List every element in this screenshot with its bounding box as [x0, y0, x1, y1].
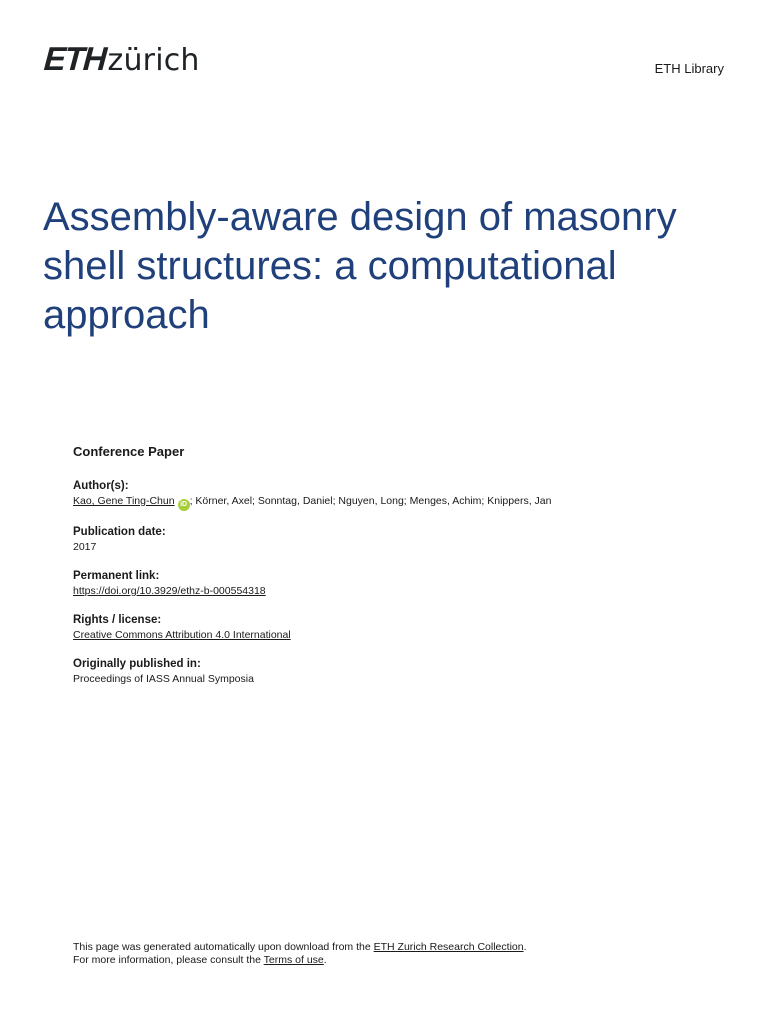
publication-date-value: 2017: [73, 541, 97, 553]
publication-date-field: [73, 525, 713, 555]
author-link-kao[interactable]: Kao, Gene Ting-Chun: [73, 495, 175, 507]
permanent-link[interactable]: https://doi.org/10.3929/ethz-b-000554318: [73, 585, 266, 597]
permanent-link-field: [73, 569, 713, 599]
footer-line2-prefix: For more information, please consult the: [73, 954, 264, 966]
logo-eth-text: ETH: [42, 40, 107, 77]
rights-label: Rights / license:: [73, 614, 162, 626]
footer-line1-prefix: This page was generated automatically upon download from the: [73, 941, 374, 953]
orcid-icon[interactable]: iD: [178, 499, 190, 511]
library-label: ETH Library: [654, 61, 724, 76]
footer-line-2: [73, 954, 713, 967]
footer-notice: [73, 941, 713, 967]
document-type: Conference Paper: [73, 444, 185, 459]
permanent-link-row: [73, 584, 713, 599]
footer-line-1: [73, 941, 713, 954]
footer-line1-suffix: .: [523, 941, 527, 953]
publication-date-label: Publication date:: [73, 526, 166, 538]
authors-label: Author(s):: [73, 480, 129, 492]
research-collection-link[interactable]: ETH Zurich Research Collection: [373, 941, 524, 953]
permanent-link-label: Permanent link:: [73, 570, 160, 582]
rights-row: [73, 628, 713, 643]
originally-published-value: Proceedings of IASS Annual Symposia: [73, 673, 254, 685]
authors-field: [73, 479, 713, 511]
rights-field: [73, 613, 713, 643]
logo-zurich-text: zürich: [107, 43, 200, 78]
license-link[interactable]: Creative Commons Attribution 4.0 International: [73, 629, 291, 641]
metadata-section: [73, 444, 713, 701]
originally-published-field: [73, 657, 713, 687]
originally-published-label: Originally published in:: [73, 658, 201, 670]
document-title: Assembly-aware design of masonry shell structures: a computational approach: [43, 195, 677, 337]
authors-value: [73, 494, 713, 511]
other-authors: ; Körner, Axel; Sonntag, Daniel; Nguyen, Long; Menges, Achim; Knippers, Jan: [189, 495, 552, 507]
terms-of-use-link[interactable]: Terms of use: [263, 954, 324, 966]
eth-zurich-logo: [44, 40, 200, 80]
footer-line2-suffix: .: [323, 954, 327, 966]
